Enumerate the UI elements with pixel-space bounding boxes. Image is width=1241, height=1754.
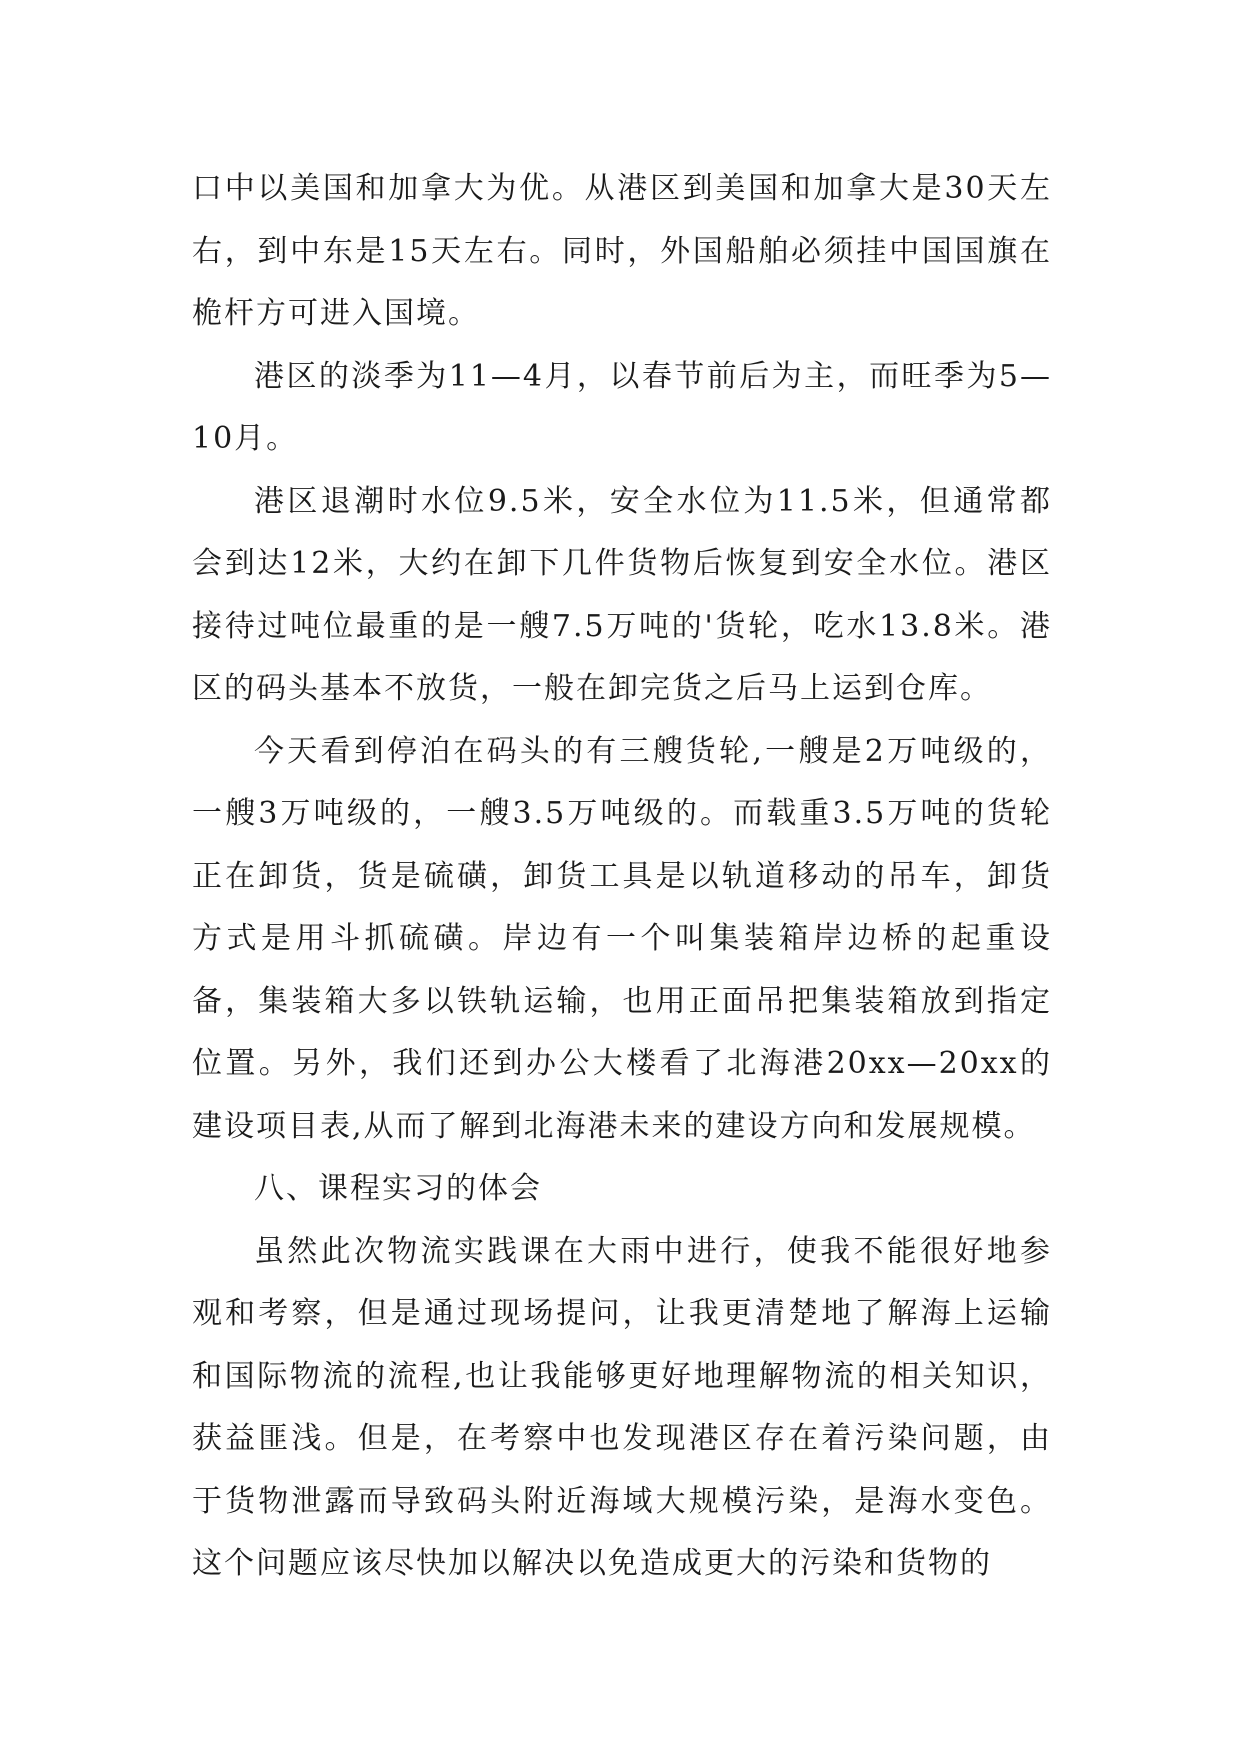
- paragraph-3: 港区退潮时水位9.5米，安全水位为11.5米，但通常都会到达12米，大约在卸下几件货物后恢复到安全水位。港区接待过吨位最重的是一艘7.5万吨的'货轮，吃水13.8米。港区的码头基本不放货，一般在卸完货之后马上运到仓库。: [192, 483, 1052, 706]
- paragraph-1: 口中以美国和加拿大为优。从港区到美国和加拿大是30天左右，到中东是15天左右。同时，外国船舶必须挂中国国旗在桅杆方可进入国境。: [192, 171, 1052, 331]
- section-heading: 八、课程实习的体会: [254, 1171, 542, 1206]
- paragraph-4: 今天看到停泊在码头的有三艘货轮,一艘是2万吨级的，一艘3万吨级的，一艘3.5万吨级的。而载重3.5万吨的货轮正在卸货，货是硫磺，卸货工具是以轨道移动的吊车，卸货方式是用斗抓硫磺。岸边有一个叫集装箱岸边桥的起重设备，集装箱大多以铁轨运输，也用正面吊把集装箱放到指定位置。另外，我们还到办公大楼看了北海港20xx—20xx的建设项目表,从而了解到北海港未来的建设方向和发展规模。: [192, 733, 1052, 1144]
- paragraph-5: 虽然此次物流实践课在大雨中进行，使我不能很好地参观和考察，但是通过现场提问，让我更清楚地了解海上运输和国际物流的流程,也让我能够更好地理解物流的相关知识，获益匪浅。但是，在考察中也发现港区存在着污染问题，由于货物泄露而导致码头附近海域大规模污染，是海水变色。这个问题应该尽快加以解决以免造成更大的污染和货物的: [192, 1233, 1052, 1581]
- paragraph-2: 港区的淡季为11—4月，以春节前后为主，而旺季为5—10月。: [192, 358, 1052, 456]
- document-body: [192, 158, 1052, 1596]
